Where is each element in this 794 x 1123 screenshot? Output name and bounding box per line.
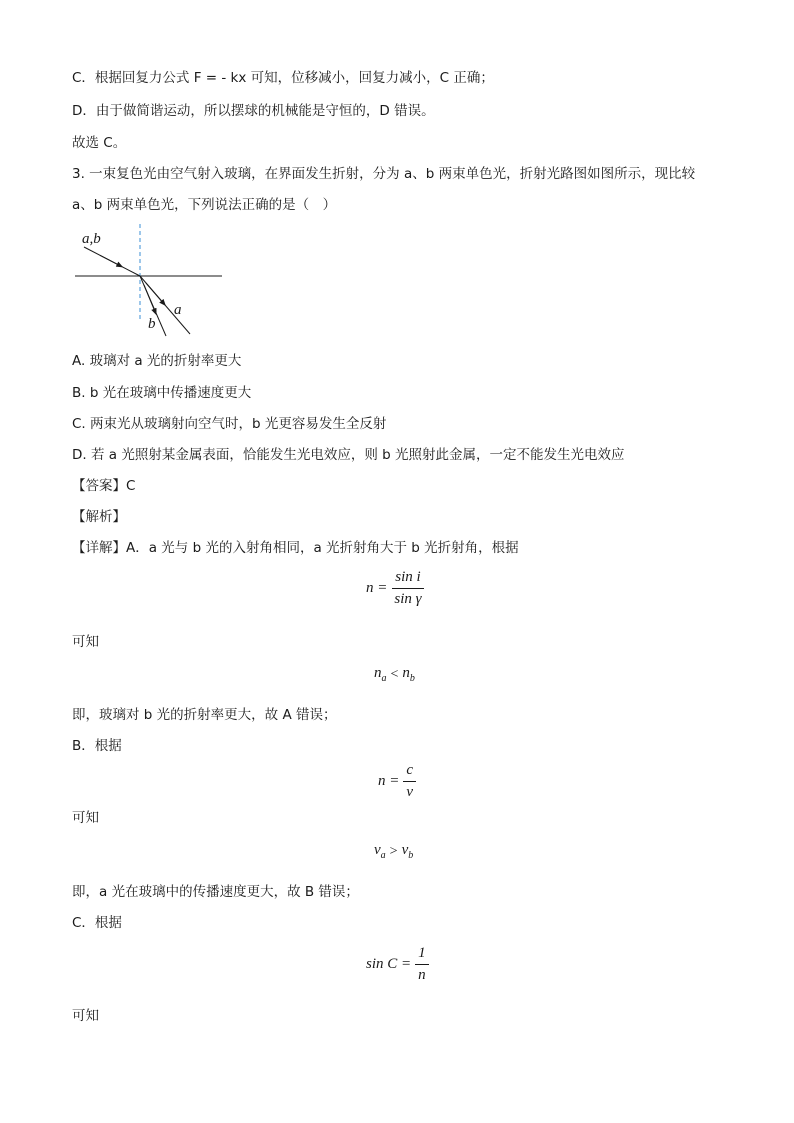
- formula-va-gt-vb: $v_a$ > $v_b$: [374, 842, 414, 861]
- conclusion-a: 即，玻璃对 b 光的折射率更大，故 A 错误；: [72, 707, 337, 723]
- answer-label: 【答案】C: [72, 478, 136, 494]
- question-3-line-1: 3. 一束复色光由空气射入玻璃，在界面发生折射，分为 a、b 两束单色光，折射光路图如图所示，现比较: [72, 166, 696, 182]
- line-option-d-prev: D．由于做简谐运动，所以摆球的机械能是守恒的，D 错误。: [72, 103, 435, 119]
- label-b-part: B．根据: [72, 738, 122, 754]
- line-option-c-prev: C．根据回复力公式 F = - kx 可知，位移减小，回复力减小，C 正确；: [72, 70, 494, 86]
- formula-na-lt-nb: $n_a$ < $n_b$: [374, 665, 415, 684]
- text-kezhi-3: 可知: [72, 1008, 99, 1024]
- formula-sinc: sin C = $\frac{1}{n}$: [366, 946, 429, 983]
- option-a: A. 玻璃对 a 光的折射率更大: [72, 353, 242, 369]
- text-kezhi-2: 可知: [72, 810, 99, 826]
- line-choose-c: 故选 C。: [72, 135, 127, 151]
- option-d: D. 若 a 光照射某金属表面，恰能发生光电效应，则 b 光照射此金属，一定不能发生光电效应: [72, 447, 625, 463]
- option-c: C. 两束光从玻璃射向空气时，b 光更容易发生全反射: [72, 416, 387, 432]
- label-ab: a,b: [82, 231, 101, 247]
- formula-n-c-over-v: n = $\frac{c}{v}$: [378, 763, 416, 800]
- question-3-line-2: a、b 两束单色光，下列说法正确的是（ ）: [72, 197, 337, 213]
- label-c-part: C．根据: [72, 915, 122, 931]
- text-kezhi-1: 可知: [72, 634, 99, 650]
- incident-arrow: [100, 255, 122, 266]
- formula-refraction-index: n = $\frac{\text{sin i}}{\text{sin γ}}$: [366, 570, 425, 607]
- label-b: b: [148, 316, 156, 332]
- ray-b-arrow: [144, 285, 156, 314]
- refraction-diagram: [70, 222, 230, 340]
- label-a: a: [174, 302, 182, 318]
- detail-line: 【详解】A．a 光与 b 光的入射角相同，a 光折射角大于 b 光折射角，根据: [72, 540, 519, 556]
- ray-a-arrow: [146, 283, 165, 305]
- analysis-label: 【解析】: [72, 509, 126, 525]
- option-b: B. b 光在玻璃中传播速度更大: [72, 385, 252, 401]
- conclusion-b: 即，a 光在玻璃中的传播速度更大，故 B 错误；: [72, 884, 359, 900]
